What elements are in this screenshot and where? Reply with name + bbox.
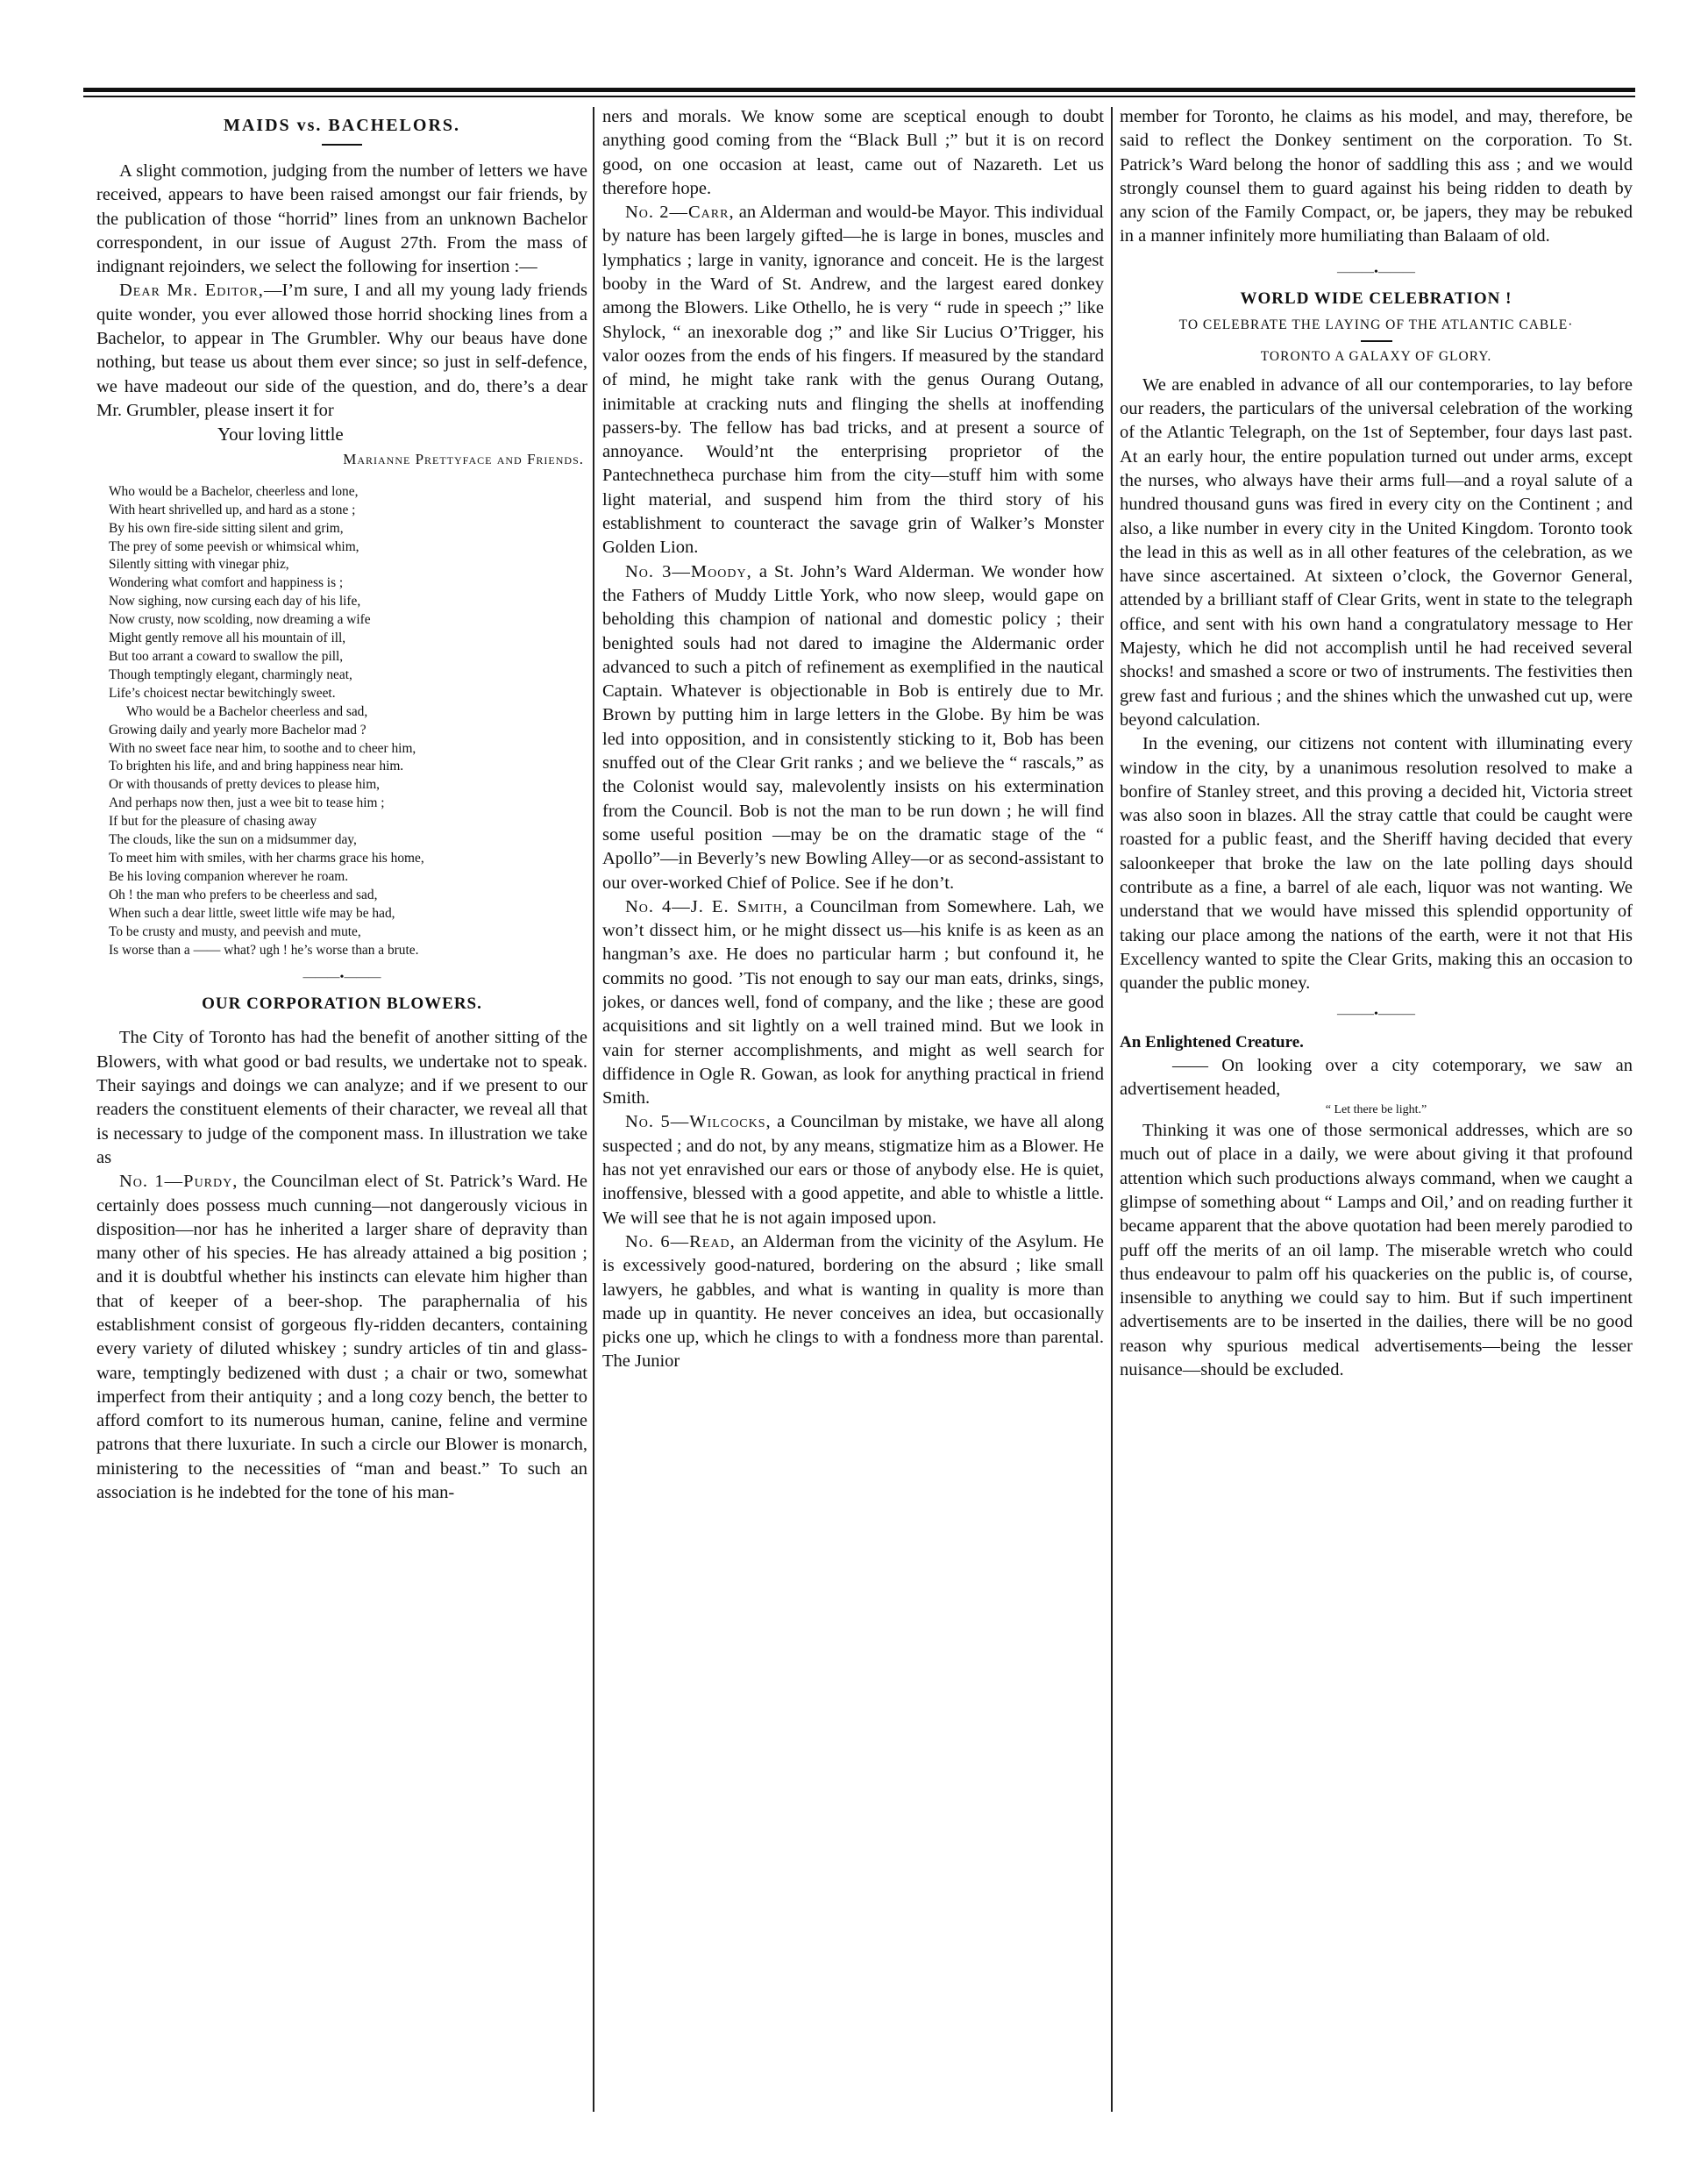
poem-line: Life’s choicest nectar bewitchingly sweet.: [109, 685, 336, 701]
article-subtitle: TO CELEBRATE THE LAYING OF THE ATLANTIC CABLE·: [1178, 317, 1574, 332]
poem-line: To meet him with smiles, with her charms grace his home,: [109, 850, 424, 866]
article-title-corporation-blowers: OUR CORPORATION BLOWERS.: [202, 994, 482, 1014]
article-paragraph: In the evening, our citizens not content with illuminating every window in the city, by a unanimous resolution resolved to make a bonfire of Stanley street, and this proving a decided hit, Victoria street was also soon in blazes. All the stray cattle that could be caught were roasted for a public feast, and the Sheriff having decided that every saloonkeeper that broke the law on the late polling days should contribute as a fine, a barrel of ale each, liquor was not wanting. We understand that we would have missed this splendid opportunity of taking our place among the nations of the earth, were it not that His Excellency wanted to spite the Clear Grits, making this an occasion to quander the public money.: [1120, 734, 1633, 994]
entry-label: No. 2—Carr,: [625, 203, 735, 223]
article-title-world-wide-celebration: WORLD WIDE CELEBRATION !: [1240, 289, 1512, 308]
article-paragraph: The City of Toronto has had the benefit of another sitting of the Blowers, with what good or bad results, we undertake not to speak. Their sayings and doings we can analyze; and if we present to our readers the constituent elements of their character, we reveal all that is necessary to judge of the component mass. In illustration we take as: [96, 1028, 587, 1167]
poem-line: Now sighing, now cursing each day of his life,: [109, 594, 361, 610]
poem-line: Oh ! the man who prefers to be cheerless and sad,: [109, 887, 378, 902]
article-paragraph: We are enabled in advance of all our contemporaries, to lay before our readers, the particulars of the universal celebration of the working of the Atlantic Telegraph, on the 1st of September, four days last past. At an early hour, the entire population turned out under arms, except the nurses, who always have their arms full—and a royal salute of a hundred thousand guns was fired in every city on the Continent ; and also, a like number in every city in the United Kingdom. Toronto took the lead in this as well as in all other features of the celebration, as we have since ascertained. At sixteen o’clock, the Governor General, attended by a brilliant staff of Clear Grits, went in state to the telegraph office, and sent with his own hand a congratulatory message to Her Majesty, which he did not accomplish until he had received several shocks! and smashed a score or two of instruments. The festivities then grew fast and furious ; and the shines which the unwashed cut up, were beyond calculation.: [1120, 374, 1633, 730]
entry-text: a Councilman by mistake, we have all along suspected ; and do not, by any means, stigmatize him as a Blower. He has not yet enravished our ears or those of anybody else. He is quiet, inoffensive, blessed with a good appetite, and able to whistle a little. We will see that he is not again imposed upon.: [602, 1112, 1104, 1228]
article-title-maids-vs-bachelors: MAIDS vs. BACHELORS.: [223, 116, 461, 135]
article-intro: A slight commotion, judging from the number of letters we have received, appears to have been raised amongst our fair friends, by the publication of those “horrid” lines from an unknown Bachelor correspondent, in our issue of August 27th. From the mass of indignant rejoinders, we select the following for insertion :—: [96, 161, 587, 277]
entry-text: an Alderman and would-be Mayor. This individual by nature has been largely gifted—he is large in bones, muscles and lymphatics ; large in vanity, ignorance and conceit. He is the largest booby in the Ward of St. Andrew, and the largest eared donkey among the Blowers. Like Othello, he is very “ rude in speech ;” like Shylock, “ an inexorable dog ;” and like Sir Lucius O’Trigger, his valor oozes from the ends of his fingers. If measured by the standard of mind, he might take rank with the genus Ourang Outang, inimitable at cracking nuts and flinging the shells at inoffending passers-by. The fellow has bad tricks, and at present a source of annoyance. Would’nt the enterprising proprietor of the Pantechnetheca purchase him from the city—stuff him with some light material, and suspend him from the third story of his establishment to counteract the savage grin of Walker’s Monster Golden Lion.: [602, 203, 1104, 558]
poem: [96, 483, 587, 960]
poem-line: Silently sitting with vinegar phiz,: [109, 557, 289, 573]
poem-line: And perhaps now then, just a wee bit to tease him ;: [109, 795, 385, 811]
poem-line: But too arrant a coward to swallow the pill,: [109, 649, 344, 665]
entry-label: No. 6—Read,: [625, 1231, 736, 1251]
masthead-rule-thin: [83, 96, 1635, 97]
article-paragraph: ners and morals. We know some are sceptical enough to doubt anything good coming from the “Black Bull ;” but it is on record good, on one occasion at least, came out of Nazareth. Let us therefore hope.: [602, 107, 1104, 198]
section-ornament: ———•———: [1337, 1007, 1415, 1021]
entry-label: No. 1—Purdy,: [119, 1172, 238, 1192]
column-divider: [1111, 107, 1113, 2112]
entry-label: No. 4—J. E. Smith,: [625, 896, 788, 916]
poem-line: To brighten his life, and and bring happiness near him.: [109, 759, 404, 774]
letter-body: —I’m sure, I and all my young lady friends quite wonder, you ever allowed those horrid shocking lines from a Bachelor, to appear in The Grumbler. Why our beaus have done nothing, but tease us about them ever since; so just in self-defence, we have madeout our side of the question, and do, there’s a dear Mr. Grumbler, please insert it for: [96, 281, 587, 420]
entry-text: the Councilman elect of St. Patrick’s Ward. He certainly does possess much cunning—not dangerously vicious in disposition—nor has he inherited a larger share of depravity than many other of his species. He has already attained a big position ; and it is doubtful whether his instincts can elevate him higher than that of keeper of a beer-shop. The paraphernalia of his establishment consist of gorgeous fly-ridden decanters, containing every variety of diluted whiskey ; sundry articles of tin and glass-ware, temptingly bedizened with dust ; a chair or two, somewhat imperfect from their antiquity ; and a long cozy bench, the better to afford comfort to its numerous human, canine, feline and vermine patrons that there luxuriate. In such a circle our Blower is monarch, ministering to the necessities of “man and beast.” To such an association is he indebted for the tone of his man-: [96, 1172, 587, 1503]
article-paragraph: [96, 1170, 587, 1505]
poem-line: If but for the pleasure of chasing away: [109, 814, 317, 830]
poem-line: The clouds, like the sun on a midsummer day,: [109, 832, 357, 848]
column-2: [602, 105, 1104, 1374]
article-paragraph: [602, 560, 1104, 895]
letter-paragraph: [96, 279, 587, 423]
letter-salutation: Dear Mr. Editor,: [119, 281, 264, 301]
poem-line: Who would be a Bachelor cheerless and sad,: [126, 703, 368, 719]
entry-label: No. 5—Wilcocks,: [625, 1112, 772, 1132]
article-paragraph: [602, 201, 1104, 560]
section-ornament: ———•———: [1337, 265, 1415, 279]
poem-line: To be crusty and musty, and peevish and mute,: [109, 923, 361, 939]
article-paragraph: member for Toronto, he claims as his model, and may, therefore, be said to reflect the Donkey sentiment on the corporation. To St. Patrick’s Ward belong the honor of saddling this ass ; and we would strongly counsel them to guard against his being ridden to death by any scion of the Family Compact, or, be japers, they may be rebuked in a manner infinitely more humiliating than Balaam of old.: [1120, 107, 1633, 246]
article-subtitle: TORONTO A GALAXY OF GLORY.: [1260, 348, 1492, 364]
article-paragraph: —— On looking over a city cotemporary, we saw an advertisement headed,: [1120, 1055, 1633, 1099]
poem-line: Growing daily and yearly more Bachelor mad ?: [109, 722, 367, 738]
column-3: [1120, 105, 1633, 1382]
poem-line: When such a dear little, sweet little wife may be had,: [109, 905, 395, 921]
poem-line: By his own fire-side sitting silent and grim,: [109, 520, 344, 536]
section-ornament: ———•———: [302, 971, 381, 985]
poem-line: Might gently remove all his mountain of ill,: [109, 631, 346, 646]
poem-line: The prey of some peevish or whimsical whim,: [109, 538, 359, 554]
poem-line: Though temptingly elegant, charmingly neat,: [109, 667, 352, 682]
article-paragraph: [602, 895, 1104, 1111]
entry-text: an Alderman from the vicinity of the Asylum. He is excessively good-natured, bordering on the absurd ; like small lawyers, he gabbles, and what is wanting in quality is more than made up in quantity. He never conceives an idea, but occasionally picks one up, which he clings to with a fondness more than parental. The Junior: [602, 1231, 1104, 1372]
entry-text: a St. John’s Ward Alderman. We wonder how the Fathers of Muddy Little York, who now sleep, would gape on beholding this champion of national and domestic policy ; their benighted souls had not dared to imagine the Aldermanic order advanced to such a pitch of refinement as exemplified in the nautical Captain. Whatever is objectionable in Bob is entirely due to Mr. Brown by putting him in large letters in the Globe. By him be was led into opposition, and in consistently sticking to it, Bob has been snuffed out of the Clear Grit ranks ; and we believe the “ rascals,” as the Colonist would say, malevolently insists on his extermination from the Council. Bob is not the man to be run down ; he will find some useful position —may be on the dramatic stage of the “ Apollo”—in Beverly’s new Bowling Alley—or as second-assistant to our over-worked Chief of Police. See if he don’t.: [602, 561, 1104, 893]
poem-line: Wondering what comfort and happiness is ;: [109, 575, 344, 591]
poem-line: Be his loving companion wherever he roam.: [109, 868, 349, 884]
poem-line: Or with thousands of pretty devices to please him,: [109, 777, 381, 793]
poem-line: Is worse than a —— what? ugh ! he’s worse than a brute.: [109, 942, 419, 958]
article-paragraph: Thinking it was one of those sermonical addresses, which are so much out of place in a daily, we were about giving it that profound attention which such productions always command, when we caught a glimpse of something about “ Lamps and Oil,’ and on reading further it became apparent that the above quotation had been merely parodied to puff off the merits of an oil lamp. The miserable wretch who could thus endeavour to palm off his quackeries on the public is, of course, insensible to anything we could say to him. But if such impertinent advertisements are to be inserted in the dailies, there will be no good reason why spurious medical advertisements—being the lesser nuisance—should be excluded.: [1120, 1121, 1633, 1380]
article-paragraph: [602, 1230, 1104, 1374]
column-1: [96, 105, 587, 1505]
poem-line: With no sweet face near him, to soothe and to cheer him,: [109, 740, 416, 756]
entry-label: No. 3—Moody,: [625, 561, 752, 581]
article-title-enlightened-creature: An Enlightened Creature.: [1120, 1032, 1304, 1051]
letter-signoff: Your loving little: [217, 424, 344, 446]
quoted-motto: “ Let there be light.”: [1325, 1103, 1427, 1117]
poem-line: Who would be a Bachelor, cheerless and lone,: [109, 483, 359, 499]
entry-text: a Councilman from Somewhere. Lah, we won’t dissect him, or he might dissect us—his knife is as keen as an hangman’s axe. He does no particular harm ; but confound it, he commits no good. ’Tis not enough to say our man eats, drinks, sings, jokes, or dances well, fond of company, and the like ; these are good acquisitions and sit lightly on a well trained mind. But we look in vain for sterner accomplishments, and might as well search for diffidence in Ogle R. Gowan, as look for anything practical in friend Smith.: [602, 896, 1104, 1109]
subtitle-rule: [1361, 340, 1392, 342]
letter-signature: Marianne Prettyface and Friends.: [343, 450, 584, 467]
masthead-rule-thick: [83, 88, 1635, 92]
article-paragraph: [602, 1110, 1104, 1230]
title-rule: [322, 144, 362, 146]
column-divider: [593, 107, 594, 2112]
poem-line: With heart shrivelled up, and hard as a stone ;: [109, 502, 356, 517]
poem-line: Now crusty, now scolding, now dreaming a wife: [109, 612, 371, 628]
